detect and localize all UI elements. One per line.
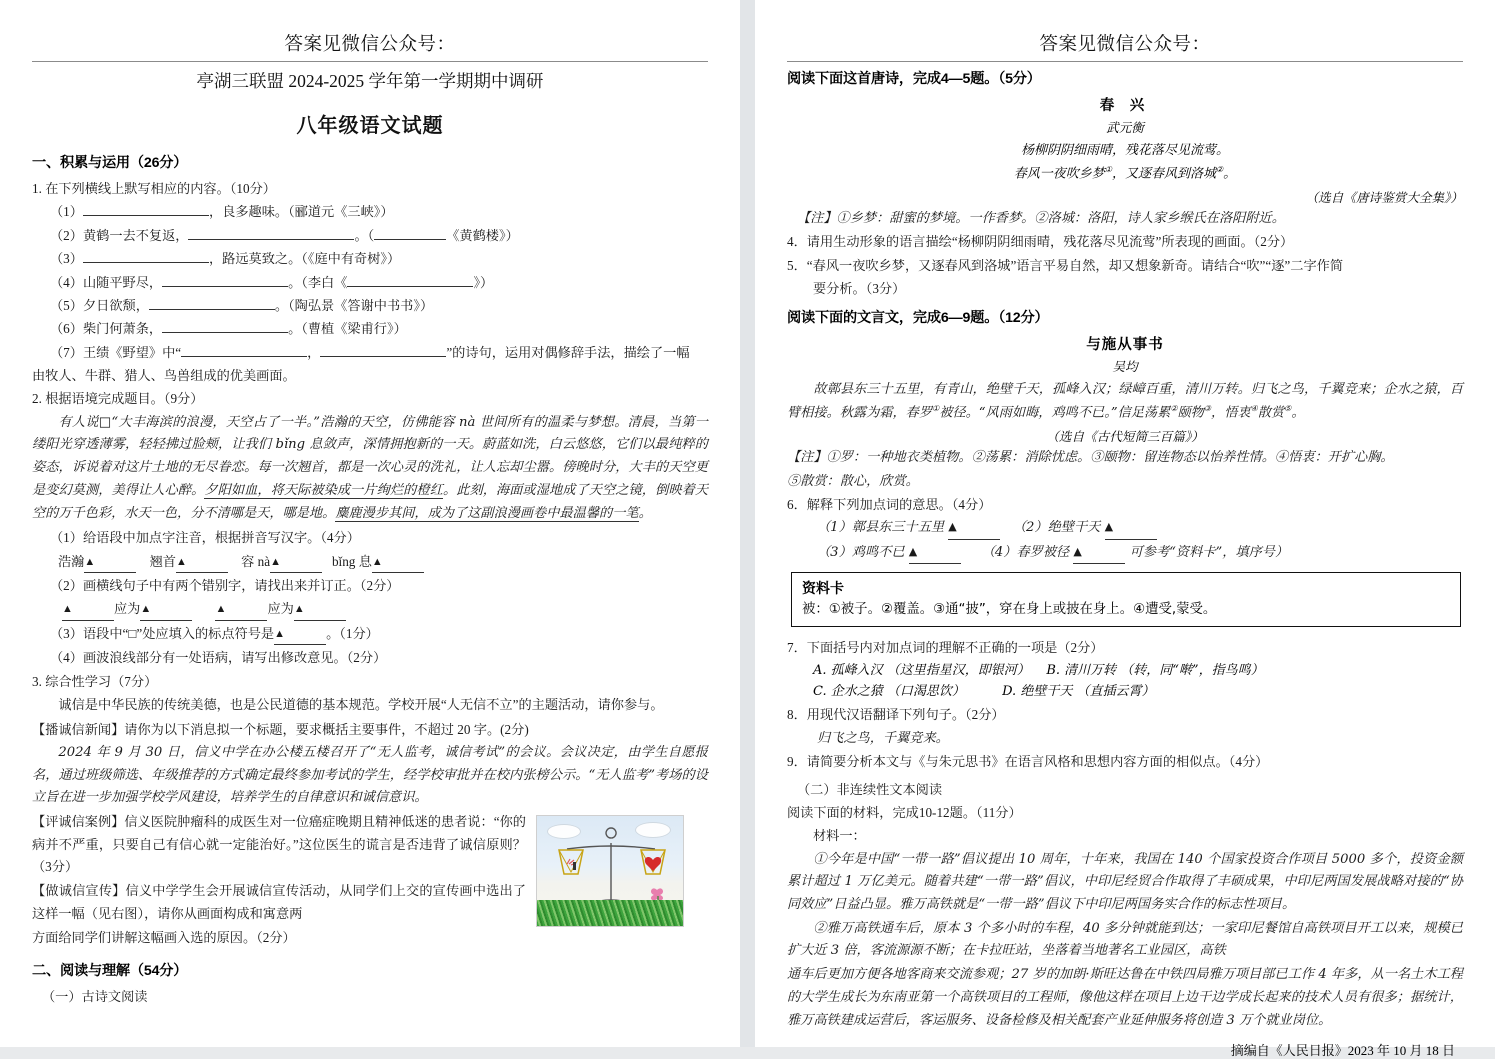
- classical-body-e: 散赏: [1257, 405, 1285, 421]
- answer-blank[interactable]: ▲: [1073, 542, 1125, 564]
- poem-author: 武元衡: [1106, 120, 1144, 135]
- q2-passage-underlined: 夕阳如血，将天际被染成一片绚烂的橙红: [204, 482, 443, 498]
- balance-scale-drawing: [536, 815, 684, 927]
- poem-line-2: [787, 163, 1463, 186]
- answer-blank[interactable]: [320, 356, 446, 357]
- material-label: 材料一：: [813, 828, 866, 844]
- classical-author: 吴均: [1112, 359, 1138, 375]
- footnote-marker-3: ③: [1203, 404, 1212, 414]
- poem-line-2-c: 。: [1223, 166, 1237, 182]
- question-3-intro: 诚信是中华民族的传统美德，也是公民道德的基本规范。学校开展“人无信不立”的主题活动，请你参与。: [58, 696, 664, 712]
- question-1-item-4: [32, 272, 708, 293]
- reference-card: [791, 572, 1461, 627]
- classical-notes-line2: ⑤散赏：散心，欣赏。: [787, 473, 919, 489]
- q1-1-mid: ，良多趣味。（郦道元《三峡》）: [208, 204, 394, 220]
- answer-blank[interactable]: ▲: [140, 598, 192, 620]
- footnote-marker-2: ②: [1216, 164, 1224, 174]
- q1-4-prefix: （4）山随平野尽，: [50, 274, 163, 290]
- header-rule-left: [32, 61, 708, 62]
- poem-line-2-b: ，又逐春风到洛城: [1111, 166, 1216, 182]
- q2-passage-part1: 有人说□“大丰海滨的浪漫，天空占了一半。”浩瀚的天空，仿佛能容 nà 世间所有的温柔与梦想。清晨，当第一缕阳光穿透薄雾，轻轻拂过脸颊，让我们 bǐng 息敛声，深情拥抱新的一天。蔚蓝如洗，白云悠悠，它们以最纯粹的姿态，诉说着对这片土地的无尽眷恋。每一次翘首，都是一次心灵的洗礼，让人忘却尘嚣。傍晚时分，大丰的天空更是变幻莫测，美得让人心醉。: [32, 414, 708, 498]
- classical-body: [787, 379, 1463, 425]
- poem-notes: 【注】①乡梦：甜蜜的梦境。一作香梦。②洛城：洛阳，诗人家乡缑氏在洛阳附近。: [797, 210, 1285, 226]
- question-8-stem: 8．用现代汉语翻译下列句子。（2分）: [787, 707, 1005, 723]
- q1-1-prefix: （1）: [50, 204, 83, 220]
- poster-figure-wrap: [536, 815, 684, 927]
- answer-blank[interactable]: [162, 332, 288, 333]
- reference-card-body: 被：①被子。②覆盖。③通“披”，穿在身上或披在身上。④遭受,蒙受。: [802, 602, 1217, 617]
- classical-body-c: 颐物: [1177, 405, 1204, 421]
- question-1-item-6: [32, 318, 708, 339]
- pinyin-item-2: 翘首: [149, 553, 176, 569]
- answer-blank[interactable]: [162, 286, 288, 287]
- q1-3-mid: ，路远莫致之。（《庭中有奇树》）: [208, 251, 401, 267]
- poem-line-2-a: 春风一夜吹乡梦: [1013, 166, 1105, 182]
- q1-2-tail: 《黄鹤楼》）: [446, 227, 519, 243]
- question-2-stem: 2. 根据语境完成题目。（9分）: [32, 391, 204, 407]
- answer-blank[interactable]: ▲: [84, 551, 136, 573]
- page-separator: [740, 0, 755, 1047]
- classical-notes-line1: 【注】①罗：一种地衣类植物。②荡累：消除忧虑。③颐物：留连物态以怡养性情。④悟衷：开扩心胸。: [787, 450, 1394, 466]
- nonfiction-intro: 阅读下面的材料，完成10-12题。（11分）: [787, 804, 1022, 820]
- answer-blank[interactable]: ▲: [176, 551, 228, 573]
- pinyin-item-1: 浩瀚: [58, 553, 85, 569]
- q1-4-tail: 》）: [473, 274, 494, 290]
- answer-blank[interactable]: [374, 239, 446, 240]
- question-9: 9．请简要分析本文与《与朱元思书》在语言风格和思想内容方面的相似点。（4分）: [787, 754, 1269, 770]
- classical-section-heading: 阅读下面的文言文，完成6—9题。（12分）: [787, 310, 1049, 327]
- question-2-sub-4: （4）画波浪线部分有一处语病，请写出修改意见。（2分）: [50, 650, 387, 666]
- pinyin-item-4: bǐng 息: [331, 553, 372, 569]
- exam-title: 亭湖三联盟 2024-2025 学年第一学期期中调研: [196, 71, 544, 91]
- question-7-option-d[interactable]: D. 绝壁干天 （直插云霄）: [1002, 683, 1155, 699]
- q1-2-mid: 。（: [354, 227, 375, 243]
- footnote-marker-5: ⑤: [1284, 404, 1292, 414]
- answer-blank[interactable]: ▲: [909, 542, 961, 564]
- question-1-item-7-cont: 由牧人、牛群、猎人、鸟兽组成的优美画面。: [32, 368, 296, 383]
- q2-passage-part2: 。此刻，海面或湿地成了天空之镜，倒映着天空的万千色彩，水天一色，分不清哪是天，哪是地。: [32, 482, 709, 521]
- answer-blank[interactable]: ▲: [215, 598, 267, 620]
- q6-item-4-label: （4）春罗被径: [981, 544, 1070, 560]
- question-7-option-b[interactable]: B. 清川万转 （转，同“啭”，指鸟鸣）: [1046, 662, 1264, 678]
- page-right: [755, 0, 1495, 1059]
- section-1-heading: 一、积累与运用（26分）: [32, 155, 188, 171]
- question-3-poster-tag: 【做诚信宣传】信义中学学生会开展诚信宣传活动，从同学们上交的宣传画中选出了这样一幅（见右图），请你从画面构成和寓意两: [32, 883, 526, 921]
- question-2-sub-1: （1）给语段中加点字注音，根据拼音写汉字。（4分）: [50, 530, 360, 546]
- footnote-marker-1: ①: [932, 404, 940, 414]
- classical-body-d: ，悟衷: [1211, 405, 1251, 421]
- answer-blank[interactable]: ▲: [270, 551, 322, 573]
- question-2-sub-2: （2）画横线句子中有两个错别字，请找出来并订正。（2分）: [50, 578, 400, 594]
- answer-blank[interactable]: ▲: [62, 598, 114, 620]
- question-6-row-1: [787, 517, 1463, 539]
- question-7-options-row-2: [787, 682, 1463, 703]
- q1-4-mid: 。（李白《: [288, 274, 348, 290]
- poem-title: 春 兴: [1099, 98, 1151, 114]
- q1-7-a: （7）王绩《野望》中“: [50, 344, 182, 360]
- q1-2-prefix: （2）黄鹤一去不复返，: [50, 227, 189, 243]
- exam-subject: 八年级语文试题: [296, 115, 444, 137]
- question-7-options-row-1: [787, 661, 1463, 682]
- pinyin-item-3: 容 nà: [241, 553, 271, 569]
- question-4: 4．请用生动形象的语言描绘“杨柳阴阴细雨晴，残花落尽见流莺”所表现的画面。（2分）: [787, 234, 1294, 250]
- reference-card-title: 资料卡: [802, 581, 844, 597]
- grass-decoration: [537, 900, 683, 926]
- section-2-subheading: （一）古诗文阅读: [42, 989, 148, 1005]
- material-source: 摘编自《人民日报》2023 年 10 月 18 日: [1230, 1043, 1455, 1059]
- q2-sub3-a: （3）语段中“□”处应填入的标点符号是: [50, 625, 275, 641]
- material-paragraph-2: ②雅万高铁通车后，原本 3 个多小时的车程，40 多分钟就能到达；一家印尼餐馆自高铁项目开工以来，规模已扩大近 3 倍，客流源源不断；在卡拉旺站，坐落着当地著名工业园区，高铁: [787, 920, 1463, 959]
- answer-blank[interactable]: [149, 309, 275, 310]
- q6-item-3-label: （3）鸡鸣不已: [817, 544, 905, 560]
- question-3-stem: 3. 综合性学习（7分）: [32, 673, 158, 689]
- answer-blank[interactable]: ▲: [294, 598, 346, 620]
- answer-blank[interactable]: [83, 215, 209, 216]
- question-3-case-tag: 【评诚信案例】信义医院肿瘤科的成医生对一位癌症晚期且精神低迷的患者说：“你的病并不严重，只要自己有信心就一定能治好。”这位医生的谎言是否违背了诚信原则？（3分）: [32, 814, 526, 875]
- question-1-item-7: [32, 342, 708, 363]
- q1-6-mid: 。（曹植《梁甫行》）: [288, 321, 407, 337]
- question-1-item-1: [32, 201, 708, 222]
- q2-passage-part3: 。: [638, 505, 652, 521]
- answer-blank[interactable]: ▲: [372, 551, 424, 573]
- classical-body-b: 被径。“风雨如晦，鸡鸣不已。”信足荡累: [939, 405, 1171, 421]
- question-1-item-3: [32, 248, 708, 269]
- question-2-passage: [32, 412, 708, 526]
- question-1-item-5: [32, 295, 708, 316]
- question-2-correction-row: [32, 598, 708, 620]
- page-left: [0, 0, 740, 1047]
- answer-blank[interactable]: [83, 262, 209, 263]
- question-7-option-a[interactable]: A. 孤峰入汉 （这里指星汉，即银河）: [813, 662, 1030, 678]
- question-1-item-2: [32, 225, 708, 246]
- question-7-stem: 7．下面括号内对加点词的理解不正确的一项是（2分）: [787, 640, 1104, 656]
- classical-source: （选自《古代短简三百篇》）: [1046, 429, 1204, 445]
- material-paragraph-1: ①今年是中国“一带一路”倡议提出 10 周年，十年来，我国在 140 个国家投资合作项目 5000 多个，投资金额累计超过 1 万亿美元。随着共建“一带一路”倡议，中印尼经贸合作取得了丰硕成果，中印尼两国发展战略对接的“协同效应”日益凸显。雅万高铁就是“一带一路”倡议下中印尼两国务实合作的标志性项目。: [787, 851, 1463, 913]
- q1-7-b: ，: [307, 344, 321, 360]
- q1-3-prefix: （3）: [50, 251, 83, 267]
- q1-6-prefix: （6）柴门何萧条，: [50, 321, 163, 337]
- answer-blank[interactable]: ▲: [1105, 517, 1157, 539]
- question-3-poster-block: [32, 811, 708, 950]
- question-3-news-tag: 【播诚信新闻】请你为以下消息拟一个标题，要求概括主要事件，不超过 20 字。(2分): [32, 721, 529, 737]
- q1-5-prefix: （5）夕日欲颓，: [50, 297, 149, 313]
- section-2-heading: 二、阅读与理解（54分）: [32, 963, 188, 980]
- question-8-sentence: 归飞之鸟，千翼竞来。: [817, 730, 949, 746]
- poem-source: （选自《唐诗鉴赏大全集》）: [1305, 189, 1463, 205]
- footnote-marker-4: ④: [1250, 404, 1258, 414]
- classical-body-f: 。: [1291, 405, 1305, 421]
- q6-hint: 可参考“资料卡”，填序号）: [1129, 544, 1289, 560]
- q2-sub3-b: 。（1分）: [326, 625, 379, 641]
- question-5-line1: 5．“春风一夜吹乡梦，又逐春风到洛城”语言平易自然，却又想象新奇。请结合“吹”“逐”二字作简: [787, 257, 1344, 273]
- answer-blank[interactable]: ▲: [274, 623, 326, 645]
- question-3-news-body: 2024 年 9 月 30 日，信义中学在办公楼五楼召开了“无人监考，诚信考试”的会议。会议决定，由学生自愿报名，通过班级筛选、年级推荐的方式确定最终参加考试的学生，经学校审批并在校内张榜公示。“无人监考”考场的设立旨在进一步加强学校学风建设，培养学生的自律意识和诚信意识。: [32, 744, 708, 806]
- header-rule-right: [787, 61, 1463, 62]
- answer-blank[interactable]: [347, 286, 473, 287]
- nonfiction-subheading: （二）非连续性文本阅读: [797, 781, 943, 797]
- q1-5-mid: 。（陶弘景《答谢中书书》）: [274, 297, 434, 313]
- question-3-poster-tag-cont: 方面给同学们讲解这幅画入选的原因。（2分）: [32, 929, 296, 945]
- poetry-section-heading: 阅读下面这首唐诗，完成4—5题。（5分）: [787, 71, 1041, 87]
- question-7-option-c[interactable]: C. 企水之猿 （口渴思饮）: [813, 683, 965, 699]
- material-paragraph-2-cont: 通车后更加方便各地客商来交流参观；27 岁的加朗·斯旺达鲁在中铁四局雅万项目部已工作 4 年多，从一名土木工程的大学生成长为东南亚第一个高铁项目的工程师，像他这样在项目上边干边学成长起来的技术人员有很多；据统计，雅万高铁建成运营后，客运服务、设备检修及相关配套产业延伸服务将创造 3 万个就业岗位。: [787, 967, 1463, 1028]
- footnote-marker-2: ②: [1170, 404, 1178, 414]
- wechat-header-right: 答案见微信公众号：: [1039, 35, 1211, 55]
- q6-item-2-label: （2）绝壁干天: [1012, 520, 1101, 536]
- q1-7-c: ”的诗句，运用对偶修辞手法，描绘了一幅: [446, 344, 690, 360]
- question-6-stem: 6．解释下列加点词的意思。（4分）: [787, 496, 992, 512]
- q6-item-1-label: （1）鄣县东三十五里: [817, 520, 945, 536]
- q2-passage-wavy: 麋鹿漫步其间，成为了这副浪漫画卷中最温馨的一笔: [335, 505, 639, 521]
- question-2-pinyin-row: [32, 551, 708, 573]
- classical-body-a: 故鄣县东三十五里，有青山，绝壁千天，孤峰入汉；绿嶂百重，清川万转。归飞之鸟，千翼竞来；企水之猿，百臂相接。秋露为霜，春罗: [787, 382, 1463, 421]
- footnote-marker-1: ①: [1104, 164, 1112, 174]
- correct-label-2: 应为: [267, 601, 294, 617]
- poem-line-1: 杨柳阴阴细雨晴，残花落尽见流莺。: [1020, 143, 1229, 158]
- answer-blank[interactable]: [188, 239, 354, 240]
- answer-blank[interactable]: ▲: [948, 517, 1000, 539]
- question-5-line2: 要分析。（3分）: [813, 280, 906, 296]
- correct-label-1: 应为: [114, 601, 141, 617]
- answer-blank[interactable]: [181, 356, 307, 357]
- classical-title: 与施从事书: [1086, 337, 1164, 354]
- wechat-header-left: 答案见微信公众号：: [284, 35, 456, 55]
- question-1-stem: 1. 在下列横线上默写相应的内容。（10分）: [32, 181, 276, 196]
- question-6-row-2: [787, 542, 1463, 564]
- question-2-sub-3: [32, 623, 708, 645]
